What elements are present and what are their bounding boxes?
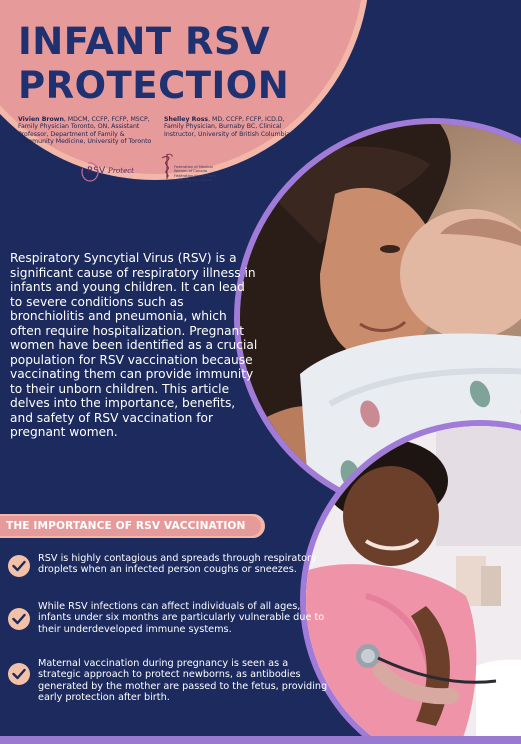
author-credentials: , MD, CCFP, FCFP, ICD.D, Family Physician, Burnaby BC, Clinical Instructor, University of British Columbia <box>164 116 291 138</box>
check-icon <box>8 663 30 685</box>
bullet-text: Maternal vaccination during pregnancy is seen as a strategic approach to protect newborns, as antibodies generated by the mother are passed to the fetus, providing early protection after birth. <box>38 658 328 704</box>
fmwc-line-2: Women of Canada <box>174 169 207 173</box>
rsv-logo-script: Protect <box>108 167 134 175</box>
author-credentials: , MDCM, CCFP, FCFP, MSCP, Family Physician Toronto, ON, Assistant Professor, Department of Family & Community Medicine, University of Toronto <box>18 116 152 146</box>
check-icon <box>8 608 30 630</box>
author-name: Vivien Brown <box>18 116 64 123</box>
section-title: THE IMPORTANCE OF RSV VACCINATION <box>6 520 246 532</box>
bullet-text: While RSV infections can affect individuals of all ages, infants under six months are particularly vulnerable due to their underdeveloped immune systems. <box>38 601 325 635</box>
fmwc-line-3: Fédération des femmes <box>174 174 217 178</box>
rsv-protect-logo <box>80 161 140 183</box>
bullet-text: RSV is highly contagious and spreads through respiratory droplets when an infected person coughs or sneezes. <box>38 553 317 576</box>
author-ross <box>164 116 304 138</box>
bottom-strip <box>0 736 521 744</box>
title-line-2: PROTECTION <box>18 64 290 107</box>
fmwc-line-4: médecins du Canada <box>174 178 212 182</box>
author-brown <box>18 116 152 146</box>
fmwc-logo <box>160 152 230 184</box>
fmwc-line-1: Federation of Medical <box>174 165 213 169</box>
check-icon <box>8 555 30 577</box>
title-line-1: INFANT RSV <box>18 20 271 63</box>
caduceus-icon <box>160 152 174 180</box>
rsv-logo-text <box>87 166 134 176</box>
page-title <box>18 20 328 108</box>
intro-paragraph: Respiratory Syncytial Virus (RSV) is a significant cause of respiratory illness in infants and young children. It can lead to severe conditions such as bronchiolitis and pneumonia, which often require hospitalization. Pregnant women have been identified as a crucial population for RSV vaccination because vaccinating them can provide immunity to their unborn children. This article delves into the importance, benefits, and safety of RSV vaccination for pregnant women. <box>10 251 258 439</box>
author-name: Shelley Ross <box>164 116 209 123</box>
rsv-logo-main: RSV <box>87 166 106 176</box>
